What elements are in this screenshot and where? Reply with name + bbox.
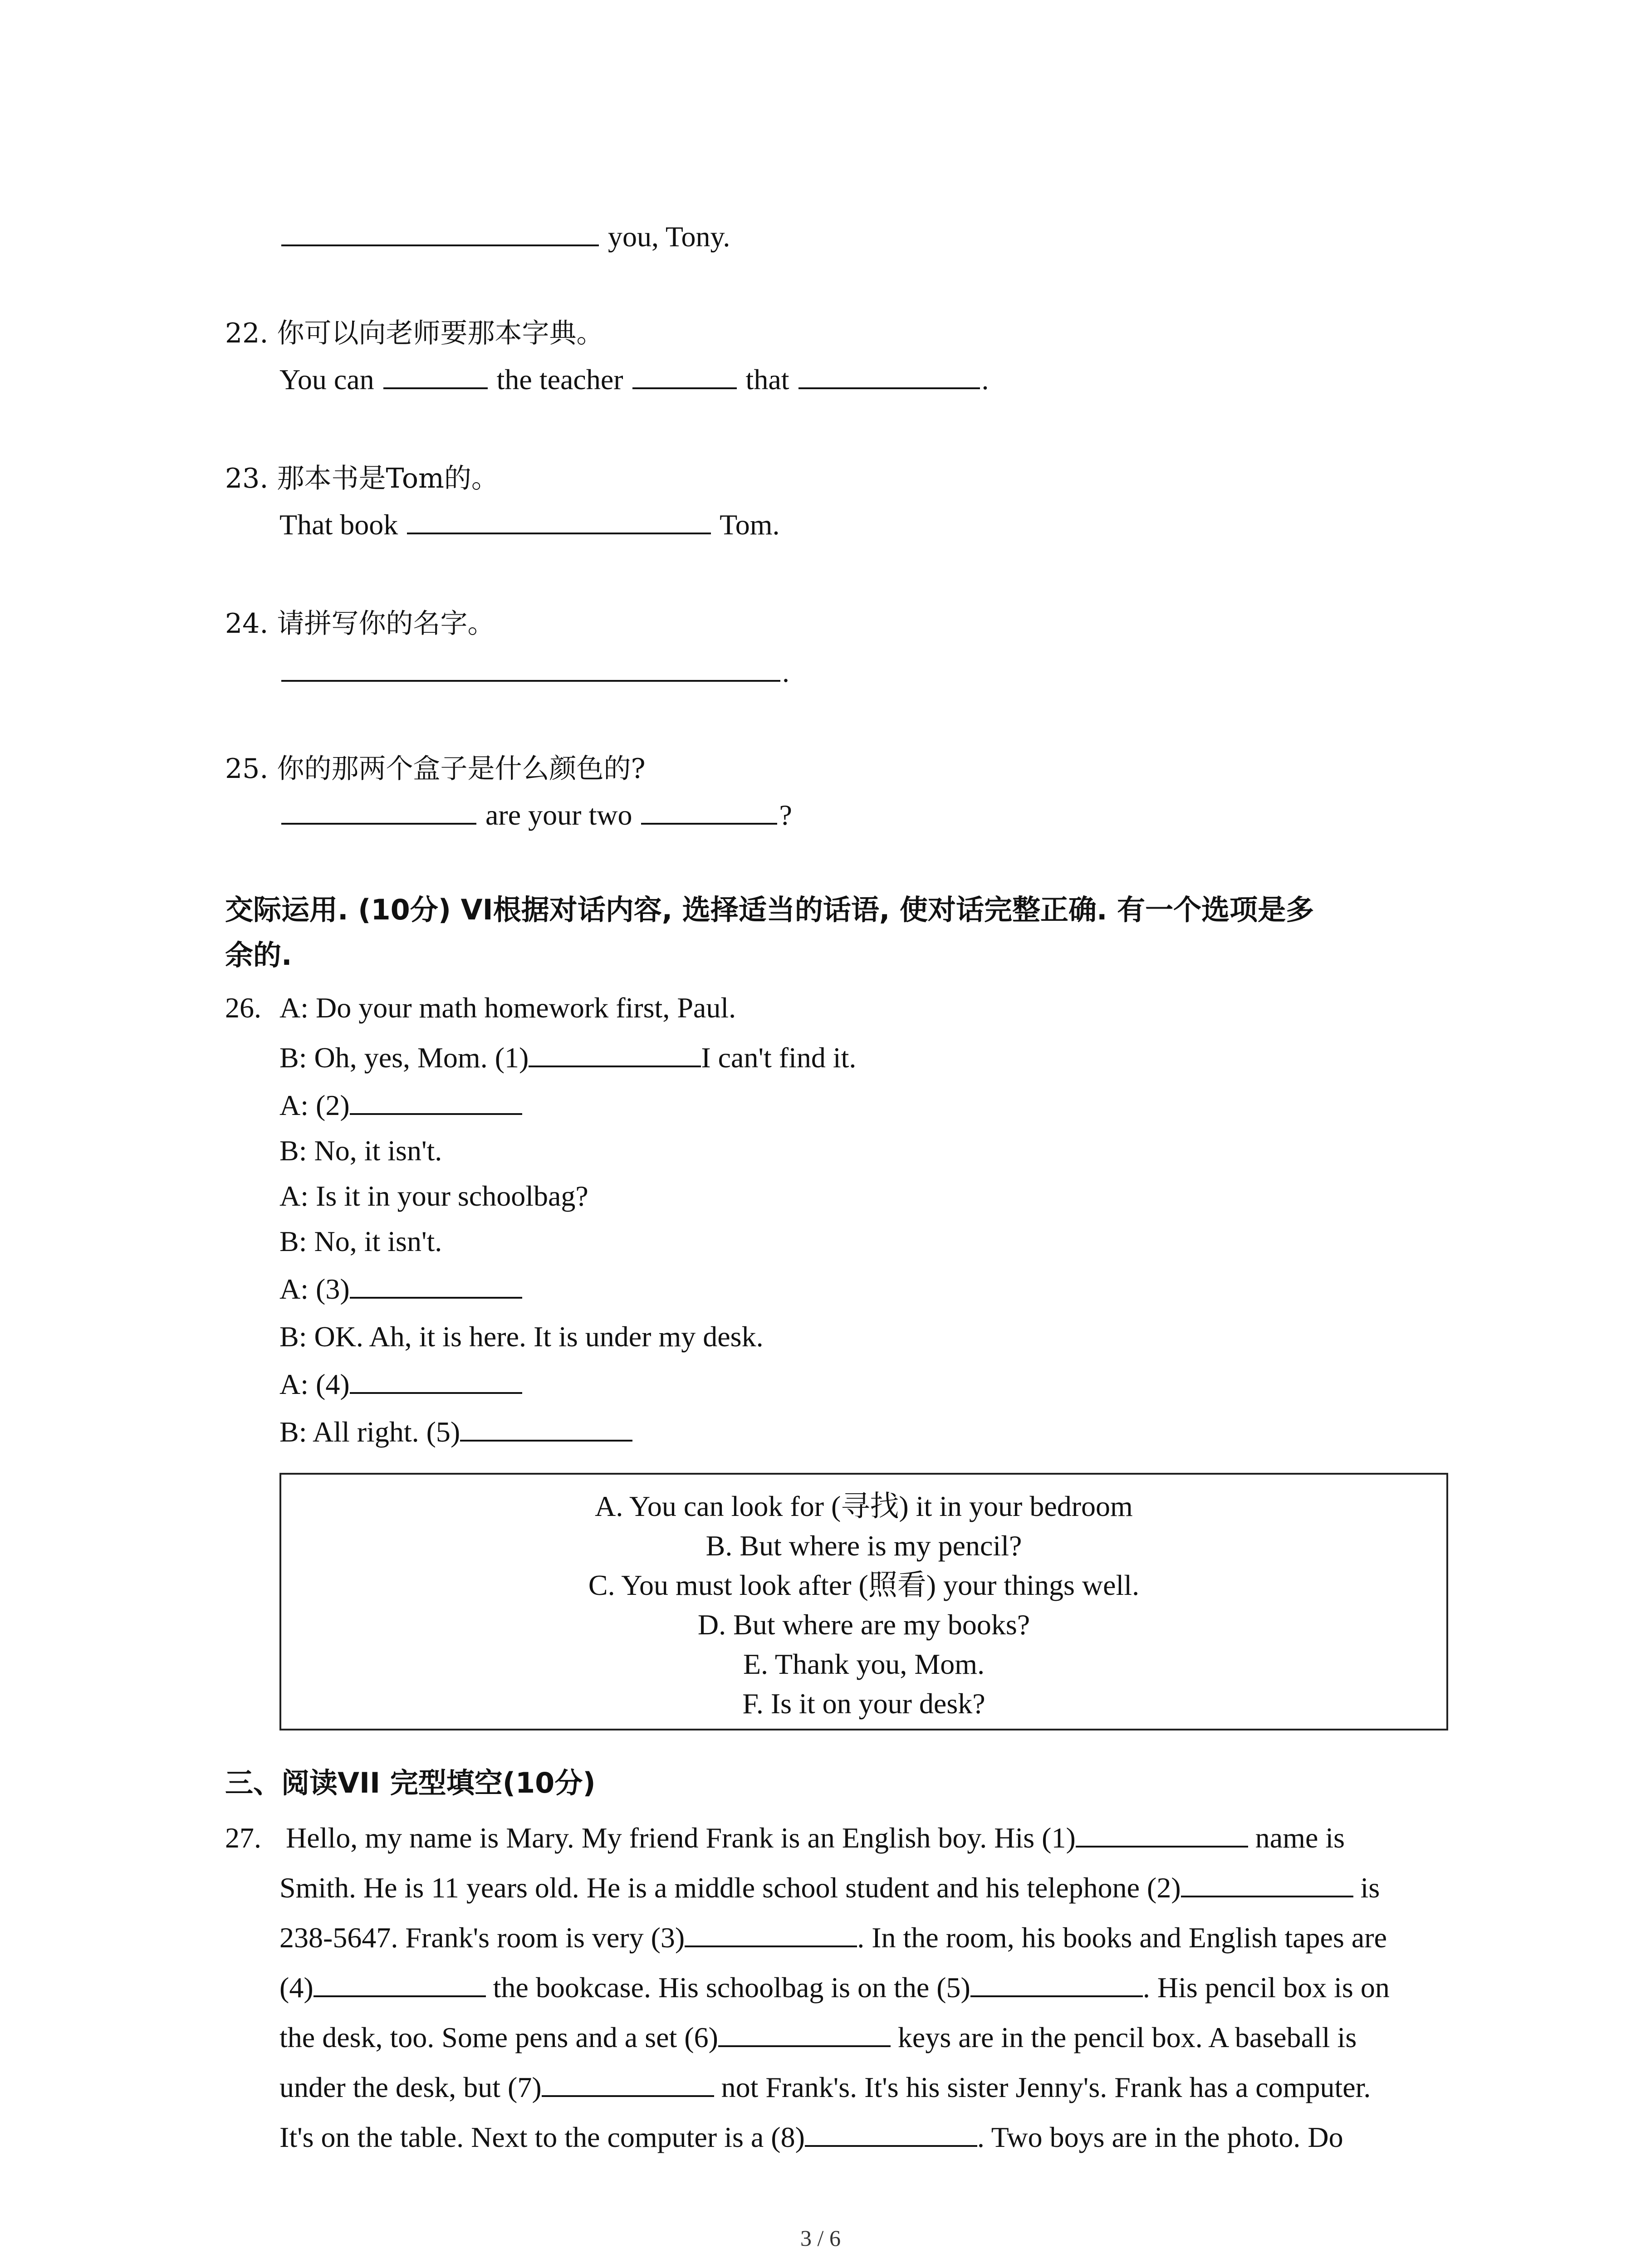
dialogue-line: A: (2) [279,1091,522,1120]
answer-blank[interactable] [685,1945,857,1947]
q22-prompt: 22. 你可以向老师要那本字典。 [225,318,604,349]
q23-prompt: 23. 那本书是Tom的。 [225,463,499,494]
section-heading-reading: 三、阅读VII 完型填空(10分) [225,1766,596,1799]
answer-blank[interactable] [1181,1896,1353,1897]
option-e: E. Thank you, Mom. [743,1648,985,1680]
q27-number: 27. [225,1822,261,1854]
answer-blank[interactable] [350,1113,522,1115]
answer-blank[interactable] [970,1995,1143,1997]
q21-line2: you, Tony. [279,222,730,251]
dialogue-line: B: Oh, yes, Mom. (1) I can't find it. [279,1041,857,1074]
q25-answer-line: are your two ? [279,801,792,830]
option-b: B. But where is my pencil? [705,1530,1022,1562]
answer-blank[interactable] [805,2145,977,2147]
answer-blank[interactable] [350,1392,522,1394]
answer-blank[interactable] [542,2095,714,2097]
answer-blank[interactable] [314,1995,486,1997]
dialogue-line: A: Do your math homework first, Paul. [279,992,736,1024]
dialogue-line: A: (3) [279,1275,522,1304]
section-heading-communication: 交际运用. (10分) VI根据对话内容, 选择适当的话语, 使对话完整正确. 有一个选项是多 [225,893,1314,926]
page-number: 3 / 6 [800,2225,841,2251]
cloze-line: Hello, my name is Mary. My friend Frank is an English boy. His (1) name is [286,1822,1345,1854]
cloze-line: 238-5647. Frank's room is very (3) . In the room, his books and English tapes are [279,1921,1387,1954]
q26-number: 26. [225,992,261,1024]
q25-prompt: 25. 你的那两个盒子是什么颜色的? [225,753,646,785]
option-f: F. Is it on your desk? [742,1687,985,1720]
dialogue-line: B: No, it isn't. [279,1225,442,1257]
cloze-line: Smith. He is 11 years old. He is a middle school student and his telephone (2) is [279,1872,1380,1904]
q22-answer-line: You can the teacher that . [279,363,989,396]
answer-blank[interactable] [798,387,980,389]
answer-blank[interactable] [1076,1846,1248,1848]
q24-answer-line: . [279,658,789,687]
option-c: C. You must look after (照看) your things well. [588,1569,1140,1601]
answer-blank[interactable] [632,387,737,389]
dialogue-line: B: OK. Ah, it is here. It is under my desk. [279,1320,764,1353]
option-d: D. But where are my books? [697,1608,1030,1641]
answer-blank[interactable] [281,823,476,825]
dialogue-line: B: No, it isn't. [279,1134,442,1167]
cloze-line: (4) the bookcase. His schoolbag is on the (5) . His pencil box is on [279,1971,1390,2004]
q23-answer-line: That book Tom. [279,508,780,541]
cloze-line: under the desk, but (7) not Frank's. It's his sister Jenny's. Frank has a computer. [279,2071,1371,2103]
dialogue-line: A: Is it in your schoolbag? [279,1180,588,1212]
dialogue-line: B: All right. (5) [279,1418,632,1447]
option-a: A. You can look for (寻找) it in your bedroom [595,1490,1133,1522]
section-heading-communication-cont: 余的. [225,938,292,972]
answer-blank[interactable] [281,244,599,246]
answer-blank[interactable] [350,1297,522,1299]
q24-prompt: 24. 请拼写你的名字。 [225,608,495,640]
dialogue-line: A: (4) [279,1370,522,1399]
answer-blank[interactable] [407,533,711,534]
answer-blank[interactable] [281,680,780,682]
answer-blank[interactable] [460,1440,632,1442]
options-box [279,1473,1448,1730]
cloze-line: It's on the table. Next to the computer is a (8) . Two boys are in the photo. Do [279,2121,1343,2153]
cloze-line: the desk, too. Some pens and a set (6) keys are in the pencil box. A baseball is [279,2021,1357,2053]
answer-blank[interactable] [641,823,777,825]
answer-blank[interactable] [718,2045,891,2047]
answer-blank[interactable] [529,1066,701,1067]
answer-blank[interactable] [383,387,488,389]
